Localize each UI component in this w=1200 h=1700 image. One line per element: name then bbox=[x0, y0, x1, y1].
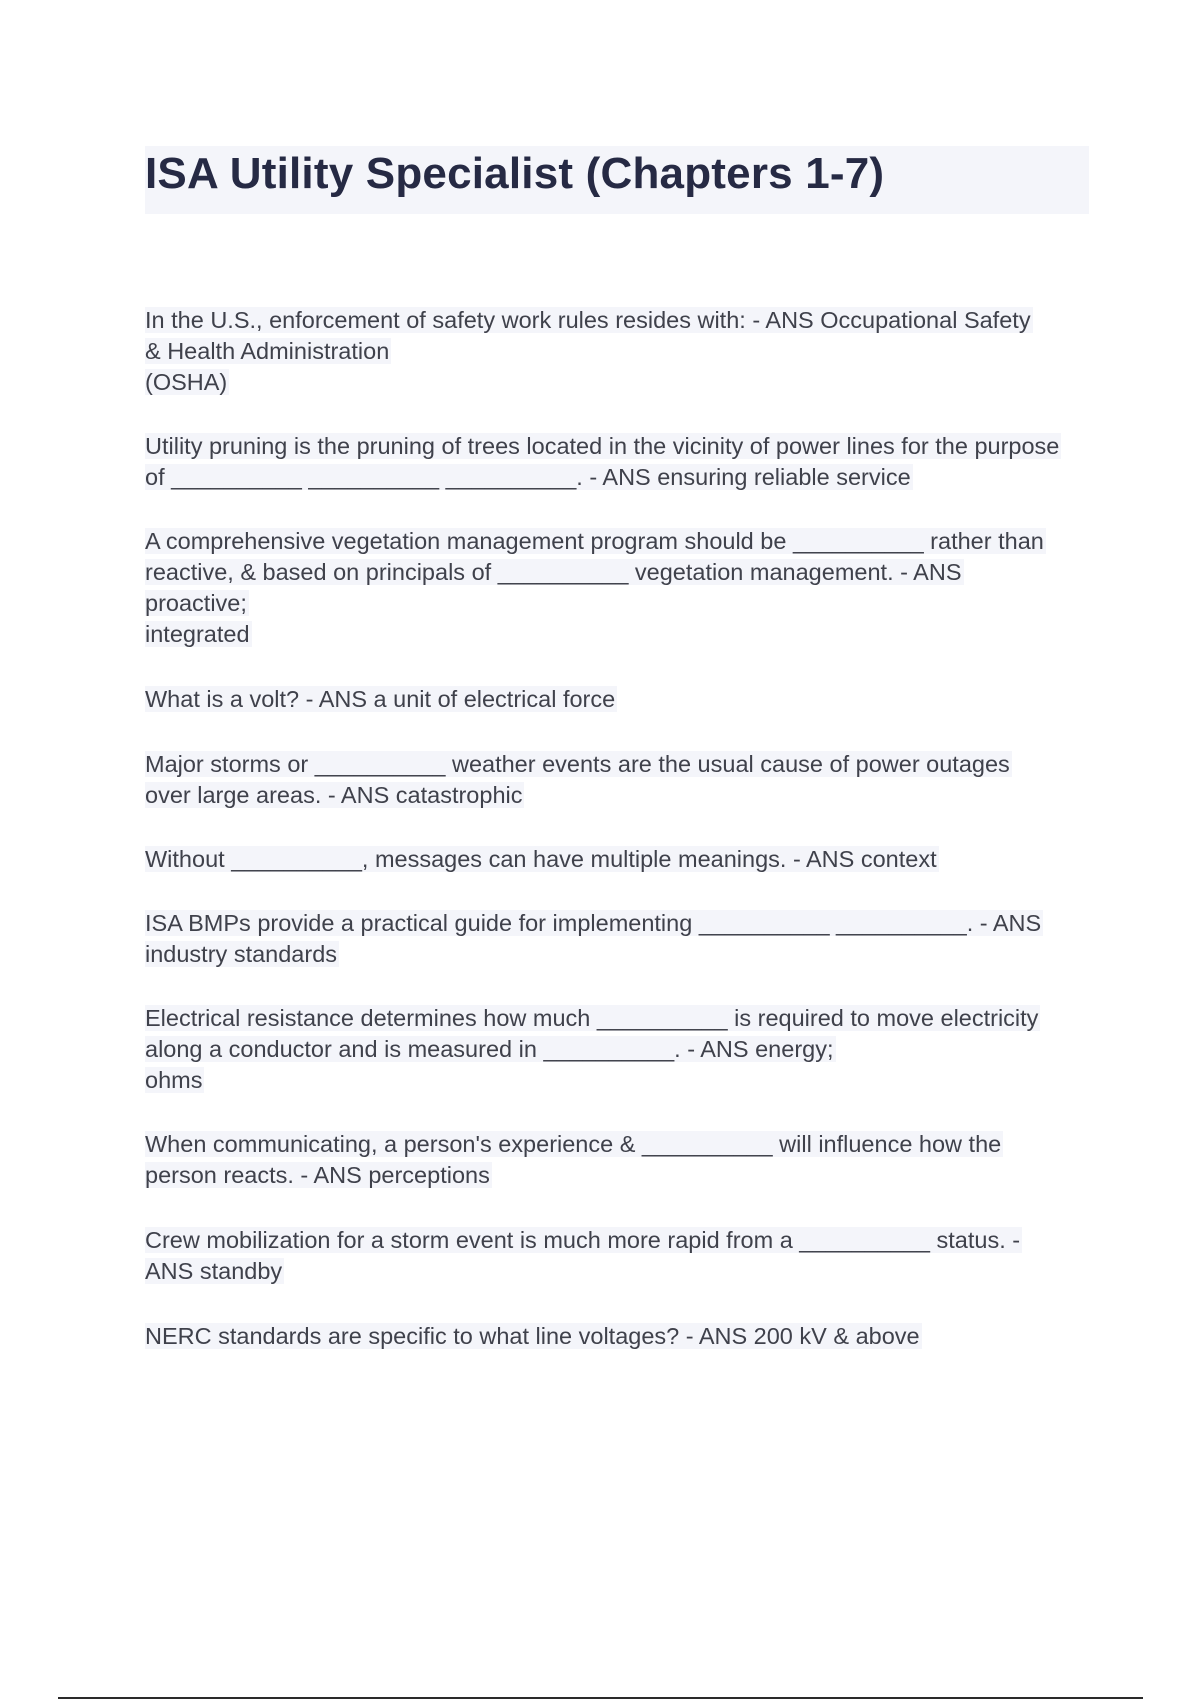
qa-item-9 bbox=[145, 1129, 1089, 1191]
qa-line: In the U.S., enforcement of safety work rules resides with: - ANS Occupational Safety bbox=[145, 307, 1031, 333]
qa-line: & Health Administration bbox=[145, 338, 390, 364]
qa-line: over large areas. - ANS catastrophic bbox=[145, 782, 523, 808]
qa-line: (OSHA) bbox=[145, 369, 228, 395]
qa-line: Electrical resistance determines how much __________ is required to move electricity bbox=[145, 1005, 1039, 1031]
qa-item-10 bbox=[145, 1225, 1089, 1287]
qa-item-7 bbox=[145, 908, 1089, 970]
qa-line: Major storms or __________ weather events are the usual cause of power outages bbox=[145, 751, 1010, 777]
qa-line: Utility pruning is the pruning of trees located in the vicinity of power lines for the purpose bbox=[145, 433, 1060, 459]
page-bottom-divider bbox=[58, 1697, 1143, 1699]
qa-item-6 bbox=[145, 844, 1089, 875]
qa-line: When communicating, a person's experience & __________ will influence how the bbox=[145, 1131, 1002, 1157]
qa-line: Without __________, messages can have multiple meanings. - ANS context bbox=[145, 846, 937, 872]
qa-line: of __________ __________ __________. - ANS ensuring reliable service bbox=[145, 464, 911, 490]
qa-item-11 bbox=[145, 1321, 1089, 1352]
qa-line: ohms bbox=[145, 1067, 203, 1093]
qa-list bbox=[145, 305, 1089, 1352]
qa-line: Crew mobilization for a storm event is much more rapid from a __________ status. - bbox=[145, 1227, 1021, 1253]
qa-line: A comprehensive vegetation management program should be __________ rather than bbox=[145, 528, 1044, 554]
qa-line: integrated bbox=[145, 621, 250, 647]
qa-line: industry standards bbox=[145, 941, 338, 967]
page-title: ISA Utility Specialist (Chapters 1-7) bbox=[145, 149, 885, 198]
qa-item-3 bbox=[145, 526, 1089, 650]
qa-item-8 bbox=[145, 1003, 1089, 1096]
qa-line: ANS standby bbox=[145, 1258, 283, 1284]
qa-item-1 bbox=[145, 305, 1089, 398]
qa-line: What is a volt? - ANS a unit of electrical force bbox=[145, 686, 616, 712]
qa-line: along a conductor and is measured in __________. - ANS energy; bbox=[145, 1036, 834, 1062]
qa-line: ISA BMPs provide a practical guide for implementing __________ __________. - ANS bbox=[145, 910, 1042, 936]
qa-item-5 bbox=[145, 749, 1089, 811]
qa-line: reactive, & based on principals of __________ vegetation management. - ANS bbox=[145, 559, 962, 585]
qa-item-2 bbox=[145, 431, 1089, 493]
qa-line: proactive; bbox=[145, 590, 247, 616]
qa-line: person reacts. - ANS perceptions bbox=[145, 1162, 490, 1188]
qa-item-4 bbox=[145, 684, 1089, 715]
title-block bbox=[145, 146, 1089, 214]
qa-line: NERC standards are specific to what line voltages? - ANS 200 kV & above bbox=[145, 1323, 920, 1349]
